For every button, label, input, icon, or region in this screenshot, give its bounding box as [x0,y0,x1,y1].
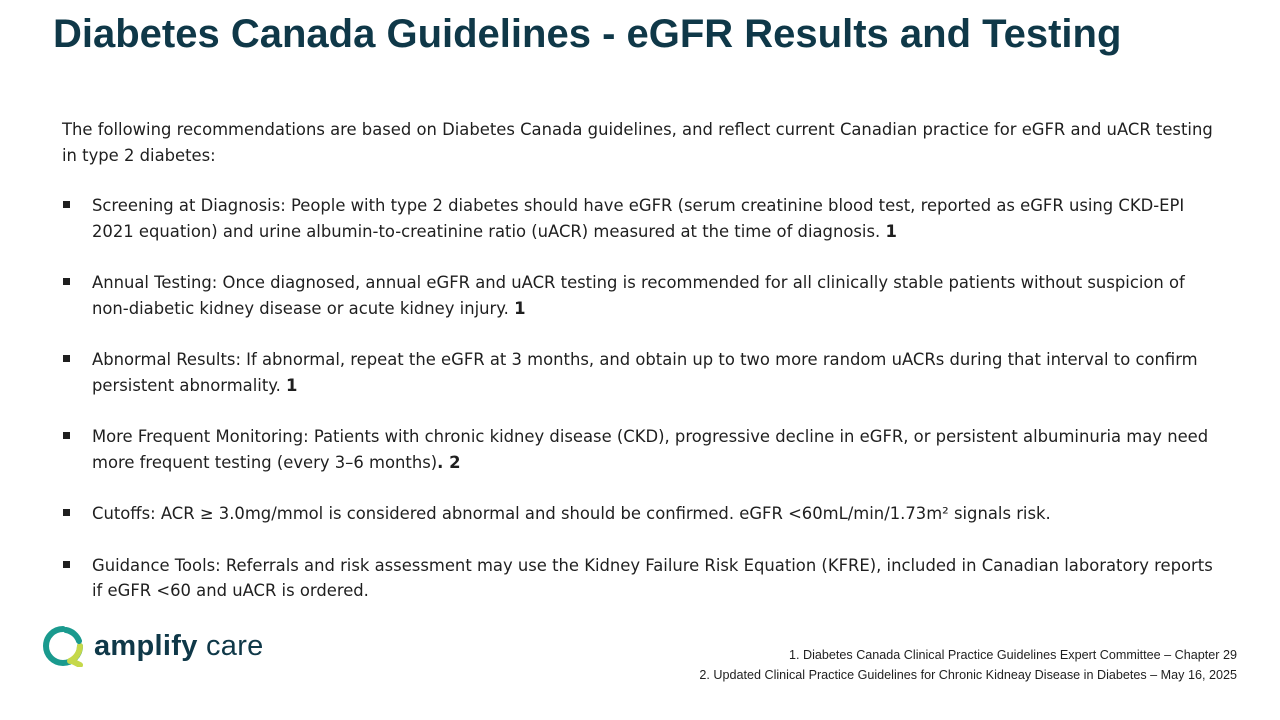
recommendation-list [62,193,1222,630]
square-bullet-icon [63,278,70,285]
list-item [62,347,1222,398]
bullet-text: Abnormal Results: If abnormal, repeat the eGFR at 3 months, and obtain up to two more random uACRs during that interval to confirm persistent abnormality. [92,350,1198,395]
list-item [62,270,1222,321]
bullet-text: Annual Testing: Once diagnosed, annual eGFR and uACR testing is recommended for all clinically stable patients without suspicion of non-diabetic kidney disease or acute kidney injury. [92,273,1185,318]
reference-marker: 1 [286,375,298,395]
slide-title: Diabetes Canada Guidelines - eGFR Results and Testing [53,12,1122,56]
list-item [62,193,1222,244]
footnote-1: 1. Diabetes Canada Clinical Practice Guidelines Expert Committee – Chapter 29 [788,648,1237,662]
bullet-text: More Frequent Monitoring: Patients with chronic kidney disease (CKD), progressive decline in eGFR, or persistent albuminuria may need more frequent testing (every 3–6 months) [92,427,1209,472]
bullet-text: Screening at Diagnosis: People with type 2 diabetes should have eGFR (serum creatinine blood test, reported as eGFR using CKD-EPI 2021 equation) and urine albumin-to-creatinine ratio (uACR) measured at the time of diagnosis. [92,196,1185,241]
reference-marker: 1 [514,298,526,318]
square-bullet-icon [63,509,70,516]
amplify-care-logo-icon [42,625,84,667]
reference-marker: . 2 [437,452,461,472]
square-bullet-icon [63,561,70,568]
list-item [62,501,1222,527]
bullet-text: Cutoffs: ACR ≥ 3.0mg/mmol is considered abnormal and should be confirmed. eGFR <60mL/min/1.73m² signals risk. [92,504,1051,523]
list-item [62,553,1222,604]
square-bullet-icon [63,355,70,362]
bullet-text: Guidance Tools: Referrals and risk assessment may use the Kidney Failure Risk Equation (KFRE), included in Canadian laboratory reports if eGFR <60 and uACR is ordered. [92,555,1213,600]
square-bullet-icon [63,432,70,439]
intro-paragraph: The following recommendations are based on Diabetes Canada guidelines, and reflect current Canadian practice for eGFR and uACR testing in type 2 diabetes: [62,120,1213,165]
reference-marker: 1 [885,221,897,241]
footnote-2: 2. Updated Clinical Practice Guidelines for Chronic Kidneay Disease in Diabetes – May 16, 2025 [699,668,1237,682]
footnotes [699,645,1237,685]
list-item [62,424,1222,475]
square-bullet-icon [63,201,70,208]
amplify-care-logo [42,625,264,667]
logo-wordmark: amplify care [94,629,264,662]
